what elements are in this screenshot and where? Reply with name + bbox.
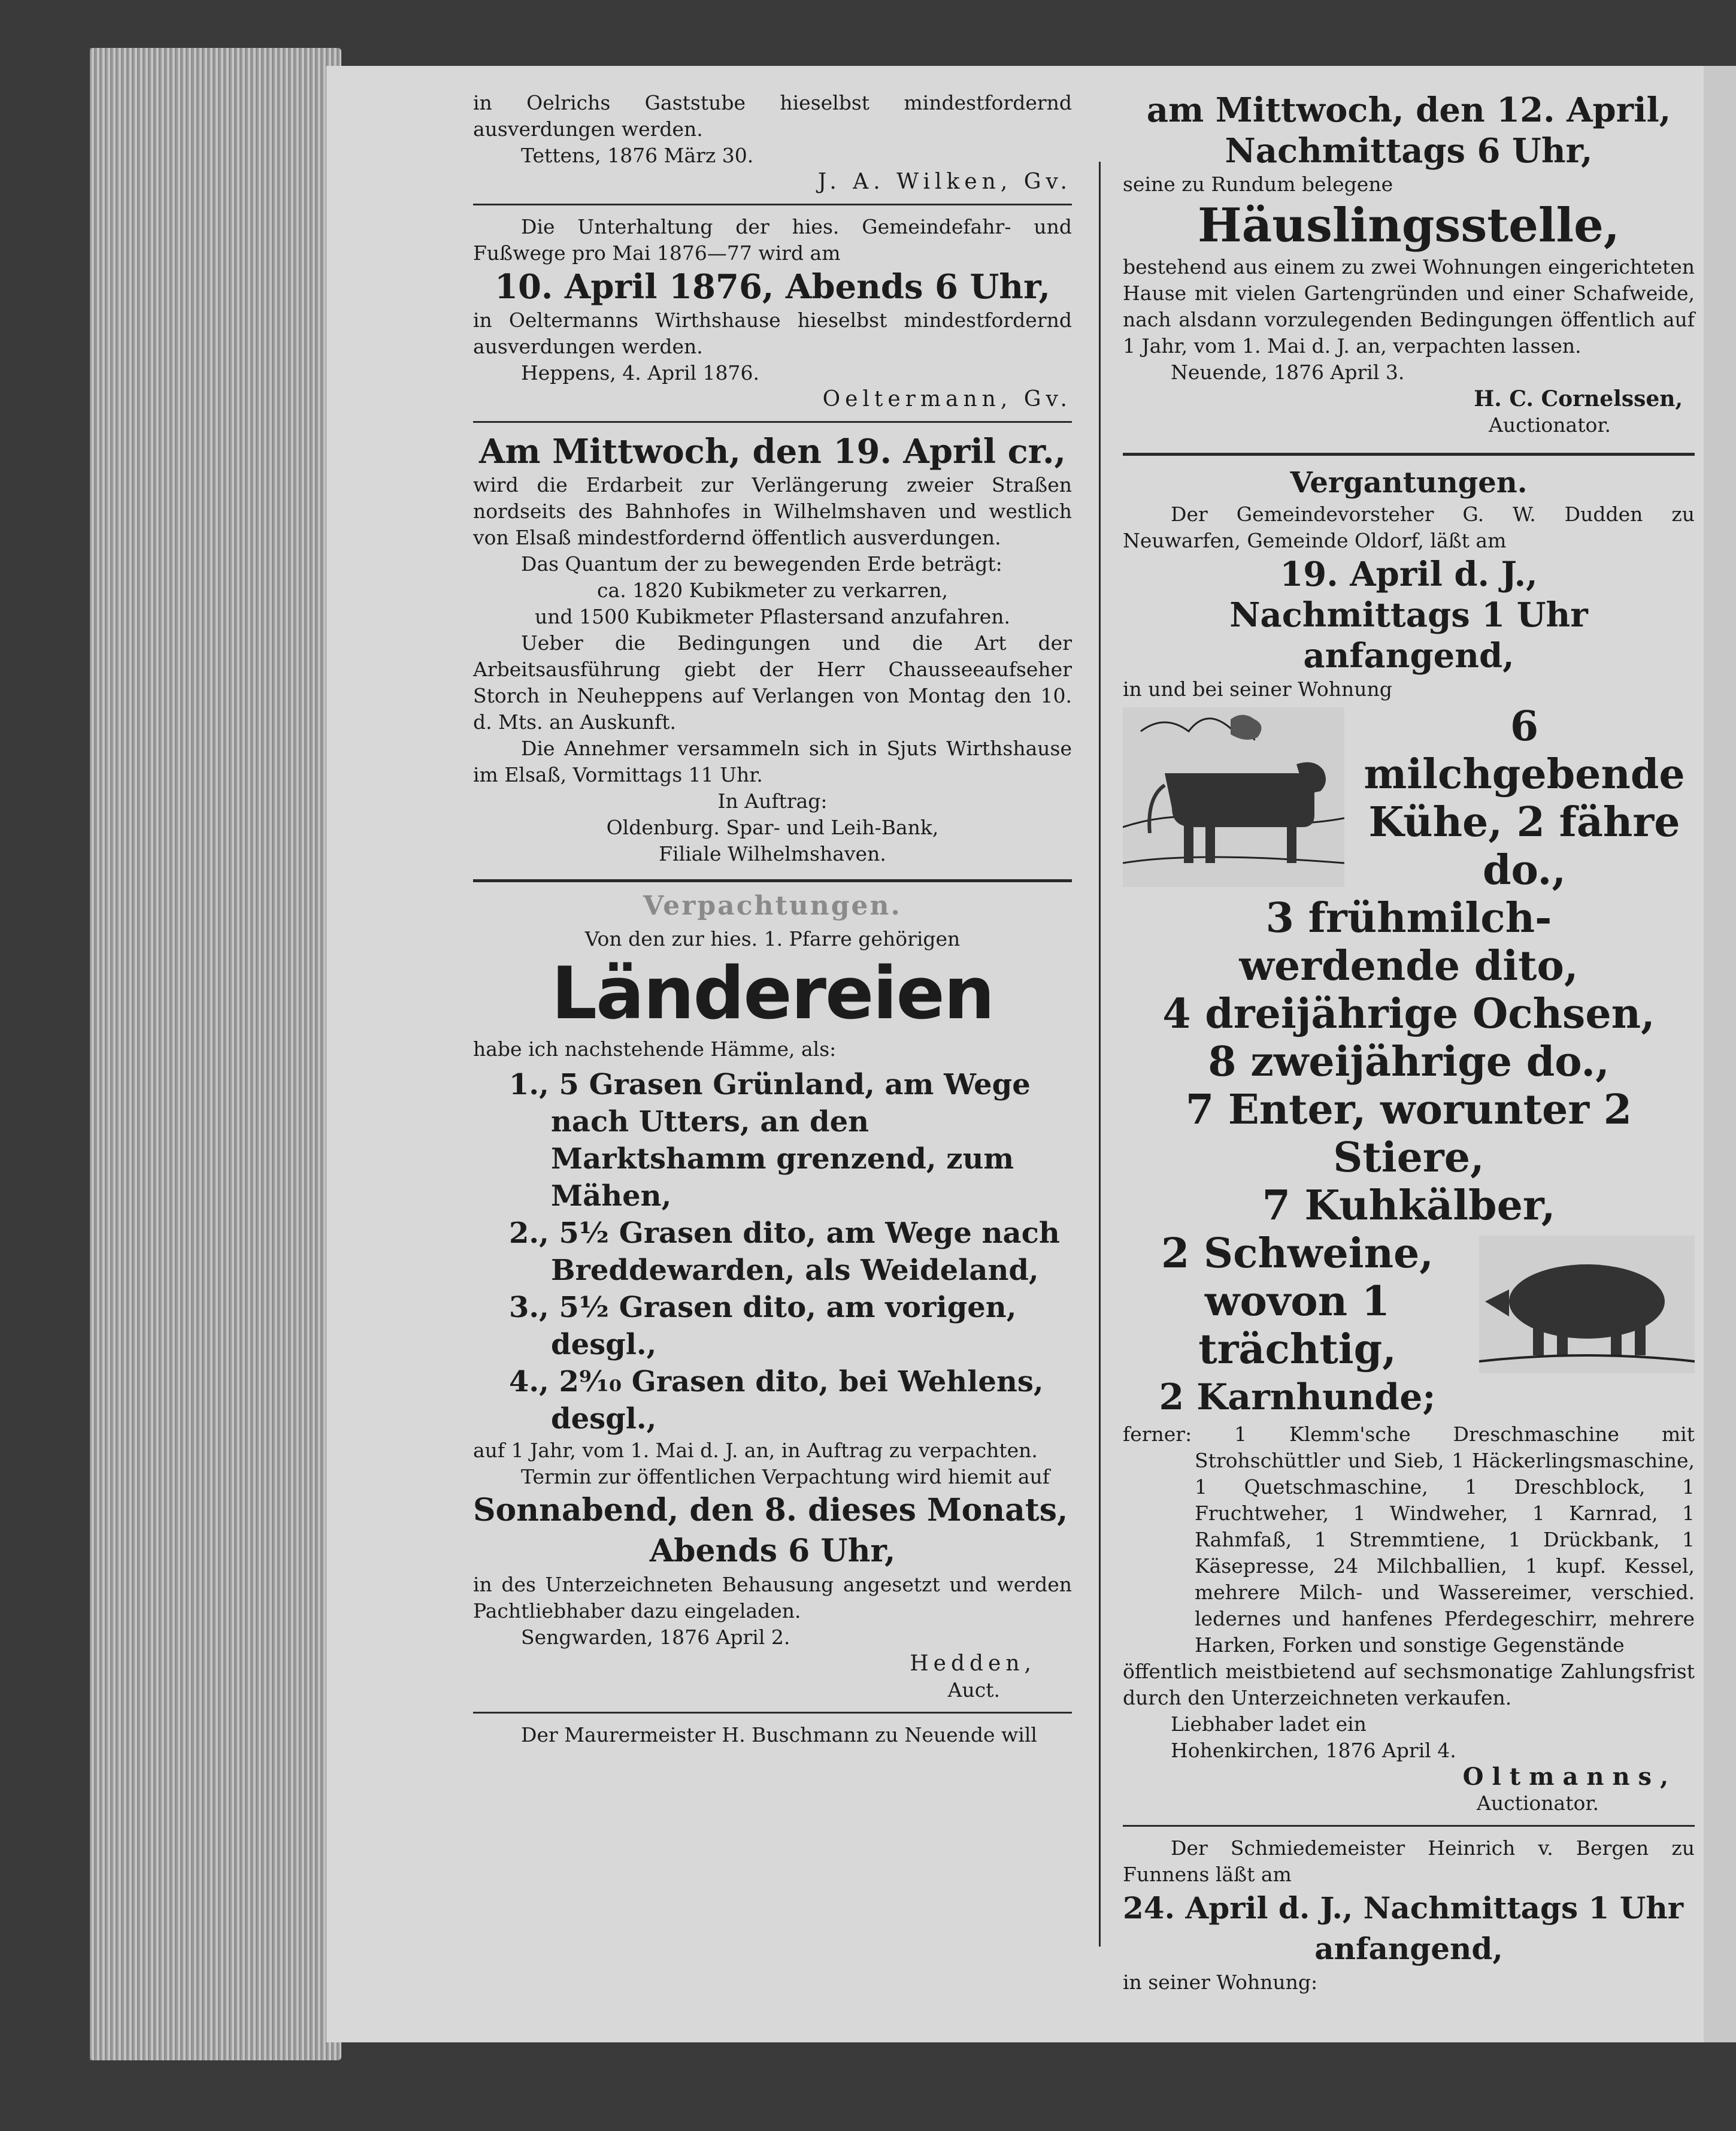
livestock-line: 6 milchgebende (1364, 703, 1685, 798)
ad-signature: Oltmanns, (1462, 1763, 1677, 1791)
livestock-line: Kühe, 2 fähre do., (1368, 798, 1680, 894)
adjacent-page-edge (1704, 66, 1736, 2042)
ad-role: Auctionator. (1477, 1791, 1599, 1815)
ad-date-headline: 19. April d. J., (1280, 555, 1538, 594)
ad-separator (473, 204, 1072, 205)
livestock-line: 2 Karnhunde; (1159, 1376, 1436, 1418)
livestock-list (1123, 703, 1695, 1421)
bank-branch: Filiale Wilhelmshaven. (659, 842, 886, 865)
ad-text: auf 1 Jahr, vom 1. Mai d. J. an, in Auftrag zu verpachten. (473, 1439, 1038, 1462)
ad-text: Die Unterhaltung der hies. Gemeindefahr- und Fußwege pro Mai 1876—77 wird am (473, 215, 1072, 265)
ad-text-2: in seiner Wohnung: (1123, 1970, 1318, 1994)
ad-time-headline: anfangend, (1314, 1931, 1503, 1966)
livestock-line: 8 zweijährige do., (1208, 1038, 1610, 1086)
ad-date: Tettens, 1876 März 30. (521, 144, 754, 167)
ad-text-2: bestehend aus einem zu zwei Wohnungen eingerichteten Hause mit vielen Gartengründen und einer Schafweide, nach alsdann vorzulegenden Bedingungen öffentlich auf 1 Jahr, vom 1. Mai d. J. an, verpachten lassen. (1123, 255, 1695, 358)
ad-time-headline: Nachmittags 6 Uhr, (1225, 131, 1593, 171)
livestock-line: 7 Kuhkälber, (1262, 1182, 1556, 1230)
ad-text-2: in und bei seiner Wohnung (1123, 677, 1392, 701)
livestock-line: 3 frühmilch- (1265, 894, 1552, 942)
ad-text: in Oelrichs Gaststube hieselbst mindestfordernd ausverdungen werden. (473, 91, 1072, 141)
ad-title: Häuslingsstelle, (1198, 198, 1620, 253)
ad-buschmann (473, 1722, 1072, 1748)
ad-signature: J. A. Wilken, Gv. (817, 169, 1072, 194)
quantity-line: ca. 1820 Kubikmeter zu verkarren, (597, 579, 948, 602)
ad-oeltermann (473, 214, 1072, 413)
ad-bergen (1123, 1835, 1695, 1996)
ad-date-headline: 10. April 1876, Abends 6 Uhr, (495, 267, 1050, 307)
ad-wilken (473, 90, 1072, 195)
ad-date-headline: 24. April d. J., Nachmittags 1 Uhr (1123, 1890, 1684, 1926)
quantity-line: und 1500 Kubikmeter Pflastersand anzufahren. (535, 605, 1010, 628)
ad-separator (473, 421, 1072, 423)
ad-cornelssen (1123, 90, 1695, 438)
ad-date: Hohenkirchen, 1876 April 4. (1171, 1739, 1456, 1762)
ad-separator (1123, 453, 1695, 456)
quantity-line: Das Quantum der zu bewegenden Erde beträgt: (521, 552, 1002, 576)
section-heading: Verpachtungen. (643, 891, 902, 921)
ad-text-2: Ueber die Bedingungen und die Art der Arbeitsausführung giebt der Herr Chausseeaufseher Storch in Neuheppens auf Verlangen von Montag den 10. d. Mts. an Auskunft. (473, 631, 1072, 734)
ad-text: Der Schmiedemeister Heinrich v. Bergen zu Funnens läßt am (1123, 1836, 1695, 1886)
ad-intro-2: habe ich nachstehende Hämme, als: (473, 1037, 837, 1061)
ad-date-headline: am Mittwoch, den 12. April, (1146, 90, 1671, 130)
land-item: 3., 5½ Grasen dito, am vorigen, desgl., (509, 1291, 1017, 1361)
ad-dudden (1123, 464, 1695, 1817)
ad-date: Sengwarden, 1876 April 2. (521, 1626, 790, 1649)
ad-title: Ländereien (551, 952, 994, 1036)
livestock-line: wovon 1 trächtig, (1198, 1278, 1396, 1373)
livestock-line: 2 Schweine, (1161, 1230, 1434, 1278)
ad-text-2: Termin zur öffentlichen Verpachtung wird hiemit auf (521, 1465, 1050, 1488)
cow-woodcut-image (1123, 707, 1344, 887)
newspaper-page (326, 66, 1704, 2042)
page-edges (90, 48, 341, 2060)
equipment-list: ferner: 1 Klemm'sche Dreschmaschine mit Strohschüttler und Sieb, 1 Häckerlingsmaschine, 1 Quetschmaschine, 1 Dreschblock, 1 Fruchtweher, 1 Windweher, 1 Karnrad, 1 Rahmfaß, 1 Stremmtiene, 1 Drückbank, 1 Käsepresse, 24 Milchballien, 1 kupf. Kessel, mehrere Milch- und Wassereimer, verschied. ledernes und hanfenes Pferdegeschirr, mehrere Harken, Forken und sonstige Gegenstände (1123, 1422, 1695, 1657)
land-item: 4., 2⁹⁄₁₀ Grasen dito, bei Wehlens, desgl., (509, 1365, 1044, 1436)
right-column (1123, 90, 1695, 1996)
auftrag-label: In Auftrag: (717, 789, 828, 813)
ad-time-headline: Abends 6 Uhr, (649, 1533, 896, 1569)
section-heading: Vergantungen. (1290, 466, 1528, 500)
ad-role: Auctionator. (1489, 413, 1611, 437)
ad-sparbank (473, 431, 1072, 867)
pig-woodcut-image (1479, 1236, 1695, 1373)
ad-text-2: in Oeltermanns Wirthshause hieselbst mindestfordernd ausverdungen werden. (473, 308, 1072, 358)
ad-date: Heppens, 4. April 1876. (521, 361, 760, 385)
livestock-line: 7 Enter, worunter 2 Stiere, (1185, 1086, 1632, 1182)
ad-intro: Von den zur hies. 1. Pfarre gehörigen (584, 927, 961, 951)
ad-text-3: in des Unterzeichneten Behausung angesetzt und werden Pachtliebhaber dazu eingeladen. (473, 1573, 1072, 1623)
ad-separator (473, 879, 1072, 882)
ad-role: Auct. (947, 1678, 1000, 1702)
ad-separator (1123, 1825, 1695, 1827)
ad-signature: Oeltermann, Gv. (822, 387, 1072, 411)
ad-text: Der Maurermeister H. Buschmann zu Neuende will (521, 1723, 1037, 1746)
ad-text: seine zu Rundum belegene (1123, 172, 1393, 196)
livestock-line: 4 dreijährige Ochsen, (1162, 990, 1655, 1038)
ad-date-headline: Sonnabend, den 8. dieses Monats, (473, 1492, 1068, 1528)
ad-text: wird die Erdarbeit zur Verlängerung zweier Straßen nordseits des Bahnhofes in Wilhelmshaven und westlich von Elsaß mindestfordernd öffentlich ausverdungen. (473, 473, 1072, 549)
ad-separator (473, 1712, 1072, 1714)
ad-signature: Hedden, (910, 1651, 1036, 1676)
left-column (473, 90, 1072, 1748)
ad-time-headline: Nachmittags 1 Uhr anfangend, (1229, 595, 1588, 676)
ad-date: Neuende, 1876 April 3. (1171, 361, 1405, 384)
ad-hedden (473, 891, 1072, 1703)
ad-invite: Liebhaber ladet ein (1171, 1712, 1367, 1736)
bank-name: Oldenburg. Spar- und Leih-Bank, (606, 816, 939, 839)
ad-date-headline: Am Mittwoch, den 19. April cr., (478, 432, 1067, 471)
ad-text-3: Die Annehmer versammeln sich in Sjuts Wirthshause im Elsaß, Vormittags 11 Uhr. (473, 737, 1072, 786)
ad-signature: H. C. Cornelssen, (1474, 386, 1683, 411)
land-item: 2., 5½ Grasen dito, am Wege nach Breddewarden, als Weideland, (509, 1216, 1060, 1287)
column-divider (1099, 162, 1101, 1947)
ad-text-3: öffentlich meistbietend auf sechsmonatige Zahlungsfrist durch den Unterzeichneten verkaufen. (1123, 1660, 1695, 1709)
ad-text: Der Gemeindevorsteher G. W. Dudden zu Neuwarfen, Gemeinde Oldorf, läßt am (1123, 503, 1695, 552)
land-item: 1., 5 Grasen Grünland, am Wege nach Utters, an den Marktshamm grenzend, zum Mähen, (509, 1068, 1031, 1213)
livestock-line: werdende dito, (1239, 942, 1579, 990)
